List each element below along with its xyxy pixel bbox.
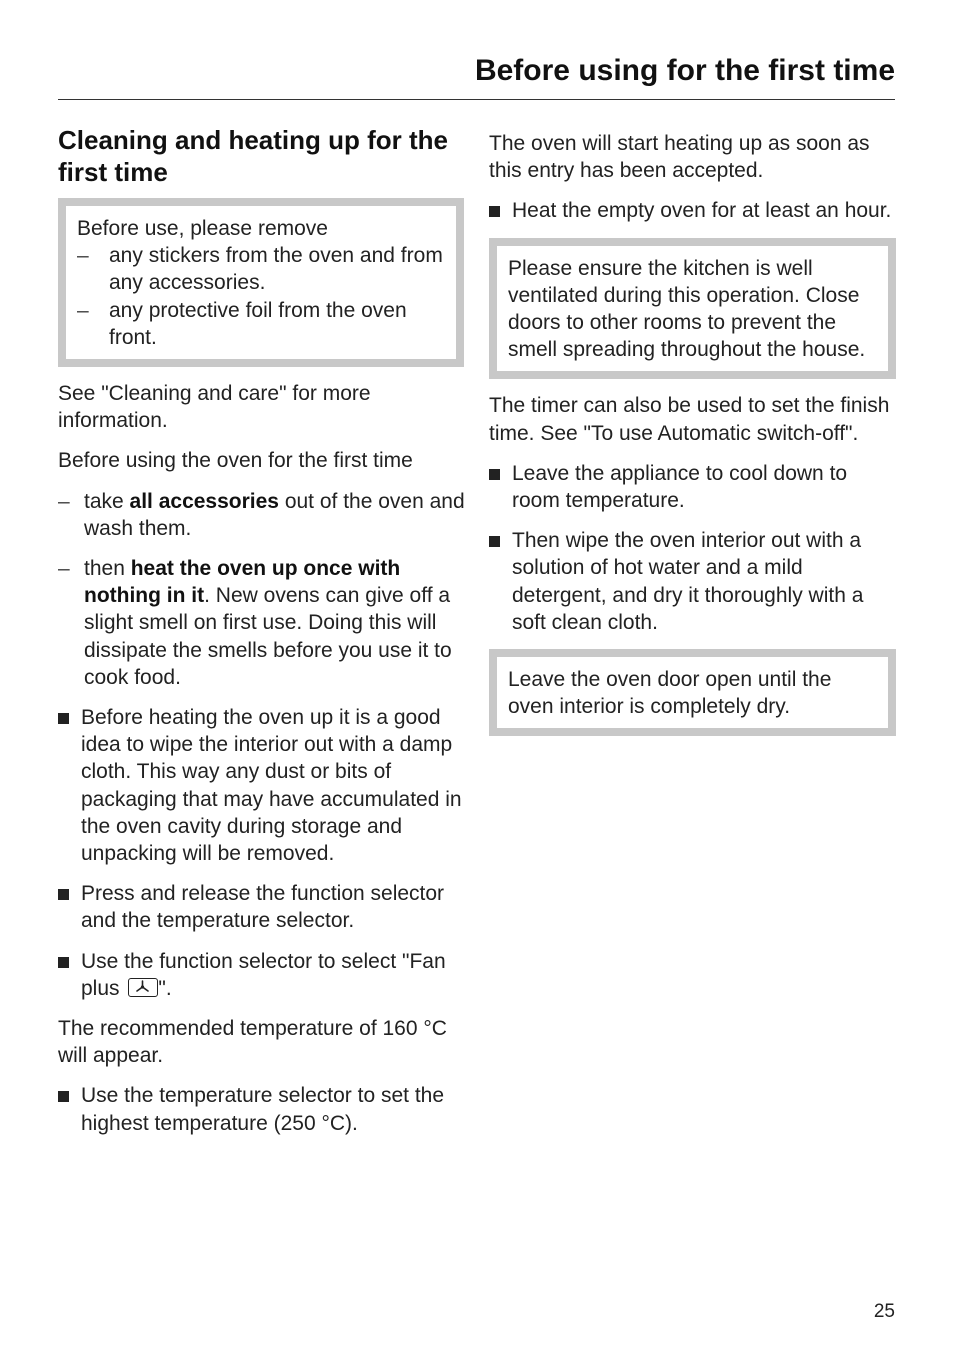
page-number: 25 bbox=[873, 1301, 895, 1322]
note-text: Leave the oven door open until the oven interior is completely dry. bbox=[508, 668, 832, 719]
step-text: then heat the oven up once with nothing in it. New ovens can give off a slight smell on first use. Doing this will dissipate the smells before you use it to cook food. bbox=[84, 557, 452, 689]
step-wash-accessories bbox=[58, 488, 466, 542]
recommended-temperature-text: The recommended temperature of 160 °C will appear. bbox=[58, 1017, 447, 1068]
bullet-wipe-interior-clean bbox=[489, 527, 897, 636]
square-bullet-icon bbox=[58, 880, 81, 934]
notice-item bbox=[77, 242, 445, 296]
notice-item-text: any protective foil from the oven front. bbox=[109, 298, 407, 349]
removal-notice bbox=[58, 198, 464, 367]
before-intro-text: Before using the oven for the first time bbox=[58, 449, 413, 473]
bullet-cool-down bbox=[489, 460, 897, 514]
note-text: Please ensure the kitchen is well ventilated during this operation. Close doors to other rooms to prevent the smell spreading throughout the house. bbox=[508, 256, 866, 362]
notice-item-text: any stickers from the oven and from any accessories. bbox=[109, 244, 443, 295]
timer-text: The timer can also be used to set the finish time. See "To use Automatic switch-off". bbox=[489, 394, 890, 445]
left-column bbox=[58, 124, 466, 1137]
bullet-text: Leave the appliance to cool down to room temperature. bbox=[512, 461, 848, 513]
section-heading: Cleaning and heating up for the first time bbox=[58, 125, 448, 187]
bullet-heat-empty-oven bbox=[489, 197, 897, 224]
notice-item bbox=[77, 297, 445, 351]
dash-marker: – bbox=[77, 298, 89, 322]
square-bullet-icon bbox=[489, 527, 512, 636]
page-title: Before using for the first time bbox=[474, 54, 895, 87]
fan-plus-icon bbox=[128, 978, 158, 997]
door-open-note bbox=[489, 649, 896, 736]
bullet-text: Press and release the function selector and the temperature selector. bbox=[81, 882, 445, 933]
dash-marker: – bbox=[58, 557, 70, 581]
title-rule bbox=[58, 99, 895, 100]
bullet-press-selectors bbox=[58, 880, 466, 934]
square-bullet-icon bbox=[489, 460, 512, 514]
square-bullet-icon bbox=[58, 948, 81, 1002]
dash-marker: – bbox=[77, 244, 89, 268]
notice-intro: Before use, please remove bbox=[77, 217, 328, 240]
bullet-text: Then wipe the oven interior out with a solution of hot water and a mild detergent, and dry it thoroughly with a soft clean cloth. bbox=[512, 529, 864, 634]
ventilation-note bbox=[489, 238, 896, 380]
bullet-text: Heat the empty oven for at least an hour. bbox=[512, 199, 892, 223]
dash-marker: – bbox=[58, 489, 70, 513]
right-column bbox=[489, 130, 897, 736]
square-bullet-icon bbox=[58, 704, 81, 867]
see-more-text: See "Cleaning and care" for more information. bbox=[58, 382, 371, 433]
bullet-text: Before heating the oven up it is a good idea to wipe the interior out with a damp cloth. This way any dust or bits of packaging that may have accumulated in the oven cavity during storage and unpacking will be removed. bbox=[81, 706, 462, 866]
bullet-select-function bbox=[58, 948, 466, 1002]
bullet-wipe-interior bbox=[58, 704, 466, 867]
step-text: take all accessories out of the oven and wash them. bbox=[84, 489, 465, 540]
square-bullet-icon bbox=[58, 1082, 81, 1136]
bullet-text: Use the temperature selector to set the highest temperature (250 °C). bbox=[81, 1084, 445, 1135]
bullet-set-temperature bbox=[58, 1082, 466, 1136]
square-bullet-icon bbox=[489, 197, 512, 224]
step-heat-oven bbox=[58, 555, 466, 691]
start-heating-text: The oven will start heating up as soon as this entry has been accepted. bbox=[489, 132, 870, 183]
bullet-text: Use the function selector to select "Fan plus ". bbox=[81, 949, 446, 1000]
